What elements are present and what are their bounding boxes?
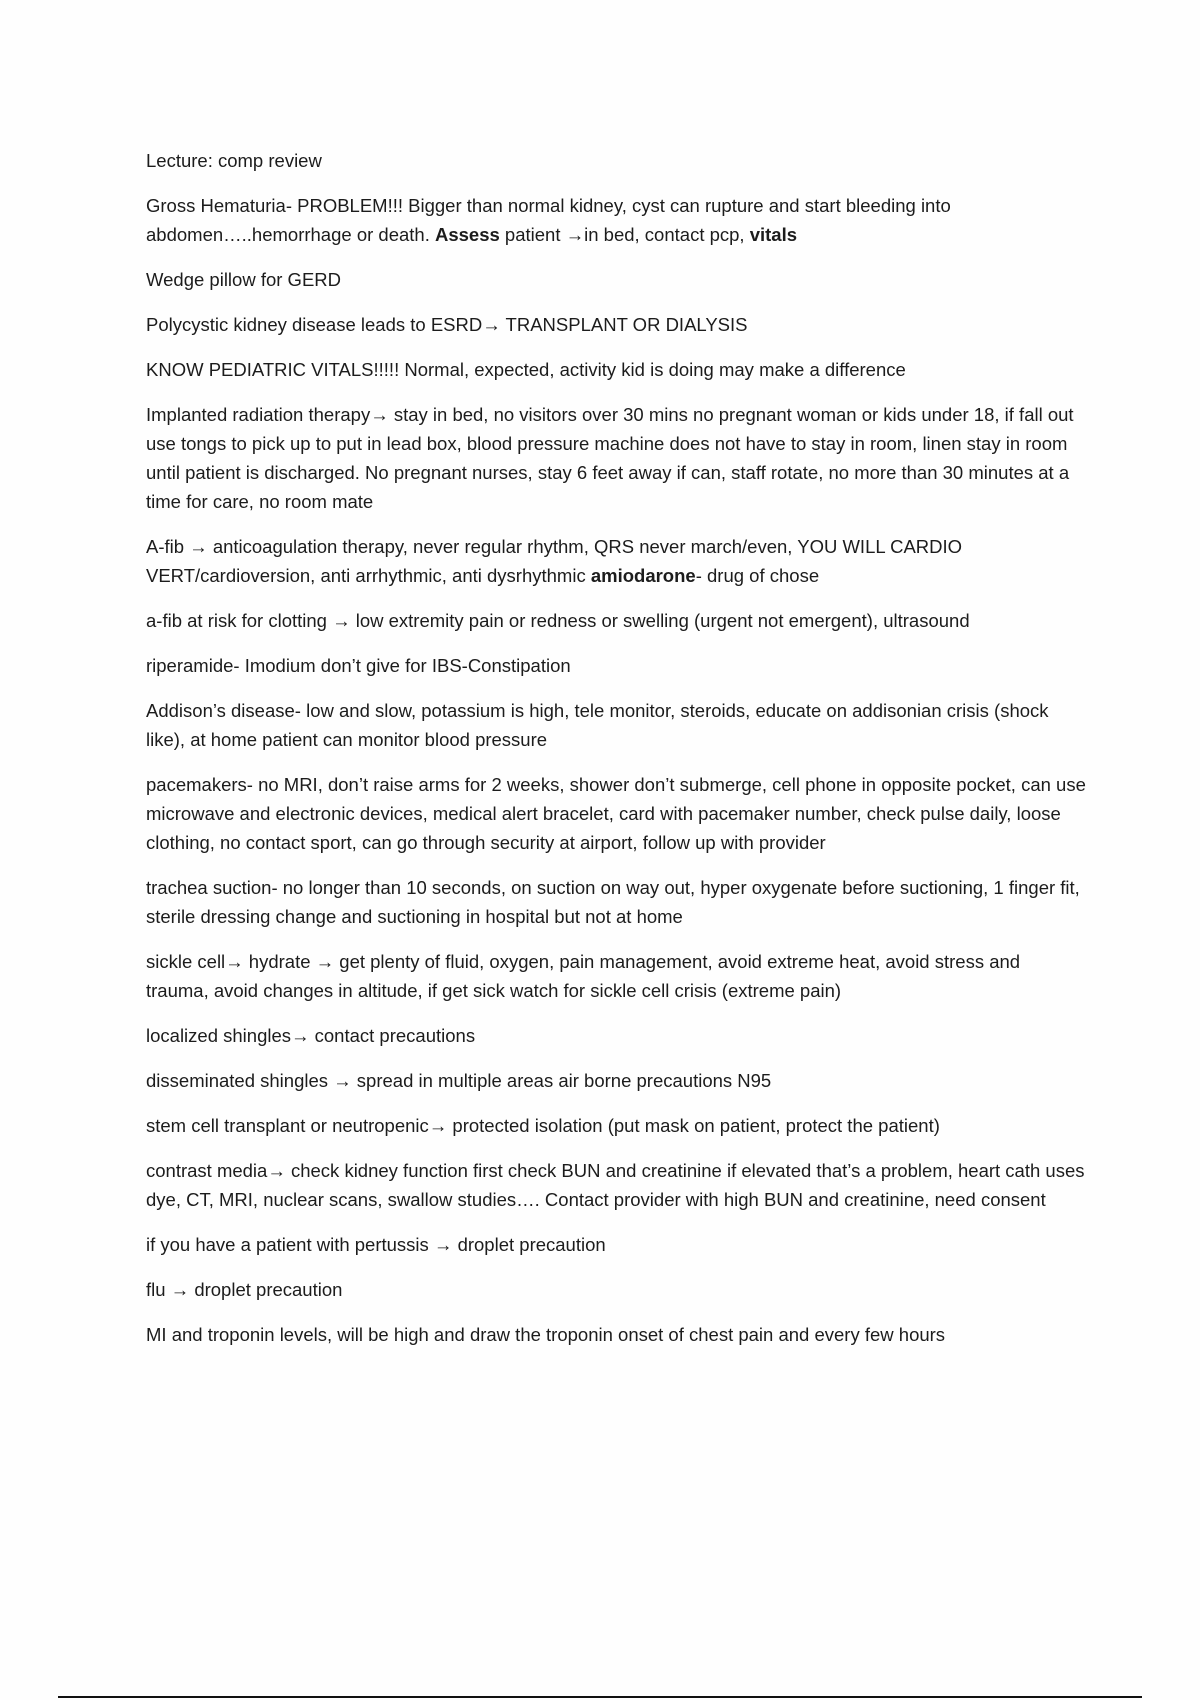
footer-divider [58,1696,1142,1698]
note-paragraph [146,191,1086,249]
note-text: trachea suction- no longer than 10 seconds, on suction on way out, hyper oxygenate before suctioning, 1 finger fit, sterile dressing change and suctioning in hospital but not at home [146,877,1085,927]
note-text: patient →in bed, contact pcp, [499,224,750,245]
emphasized-text: Assess [434,224,500,245]
note-text: Gross Hematuria- PROBLEM!!! Bigger than normal kidney, cyst can rupture and start bleeding into abdomen…..hemorrhage or death. [146,195,956,245]
note-text: stem cell transplant or neutropenic→ protected isolation (put mask on patient, protect the patient) [146,1115,940,1136]
note-paragraph [146,947,1086,1005]
note-paragraph [146,1111,1086,1140]
note-paragraph [146,696,1086,754]
note-paragraph [146,606,1086,635]
lecture-notes-body [146,146,1092,1365]
note-paragraph [146,1156,1090,1214]
note-text: sickle cell→ hydrate → get plenty of fluid, oxygen, pain management, avoid extreme heat, avoid stress and trauma, avoid changes in altitude, if get sick watch for sickle cell crisis (extreme pain) [146,951,1026,1001]
note-paragraph [146,310,1086,339]
note-paragraph [146,770,1092,857]
note-paragraph [146,1066,1086,1095]
note-text: Wedge pillow for GERD [146,269,342,290]
note-paragraph [146,400,1086,516]
note-text: pacemakers- no MRI, don’t raise arms for 2 weeks, shower don’t submerge, cell phone in opposite pocket, can use microwave and electronic devices, medical alert bracelet, card with pacemaker number, check pulse daily, loose clothing, no contact sport, can go through security at airport, follow up with provider [146,774,1092,853]
note-text: MI and troponin levels, will be high and draw the troponin onset of chest pain and every few hours [146,1324,946,1345]
note-text: A-fib → anticoagulation therapy, never regular rhythm, QRS never march/even, YOU WILL CARDIO VERT/cardioversion, anti arrhythmic, anti dysrhythmic [146,536,968,586]
note-text: disseminated shingles → spread in multiple areas air borne precautions N95 [146,1070,772,1091]
note-paragraph [146,265,1086,294]
note-paragraph [146,651,1086,680]
note-paragraph [146,1230,1086,1259]
note-text: localized shingles→ contact precautions [146,1025,476,1046]
note-text: a-fib at risk for clotting → low extremity pain or redness or swelling (urgent not emergent), ultrasound [146,610,970,631]
note-text: Polycystic kidney disease leads to ESRD→ TRANSPLANT OR DIALYSIS [146,314,748,335]
note-text: contrast media→ check kidney function first check BUN and creatinine if elevated that’s a problem, heart cath uses dye, CT, MRI, nuclear scans, swallow studies…. Contact provider with high BUN and creatinine, need consent [146,1160,1090,1210]
note-paragraph [146,1275,1086,1304]
note-paragraph [146,1320,1086,1349]
note-text: flu → droplet precaution [146,1279,343,1300]
note-text: - drug of chose [695,565,820,586]
note-paragraph [146,873,1086,931]
note-text: Implanted radiation therapy→ stay in bed, no visitors over 30 mins no pregnant woman or kids under 18, if fall out use tongs to pick up to put in lead box, blood pressure machine does not have to stay in room, linen stay in room until patient is discharged. No pregnant nurses, stay 6 feet away if can, staff rotate, no more than 30 minutes at a time for care, no room mate [146,404,1079,512]
note-text: riperamide- Imodium don’t give for IBS-Constipation [146,655,571,676]
note-text: KNOW PEDIATRIC VITALS!!!!! Normal, expected, activity kid is doing may make a difference [146,359,906,380]
emphasized-text: amiodarone [590,565,696,586]
note-text: Lecture: comp review [146,150,322,171]
note-paragraph [146,355,1086,384]
note-paragraph [146,1021,1086,1050]
lecture-title [146,146,1086,175]
note-text: Addison’s disease- low and slow, potassium is high, tele monitor, steroids, educate on addisonian crisis (shock like), at home patient can monitor blood pressure [146,700,1054,750]
note-text: if you have a patient with pertussis → droplet precaution [146,1234,606,1255]
emphasized-text: vitals [749,224,798,245]
note-paragraph [146,532,1086,590]
